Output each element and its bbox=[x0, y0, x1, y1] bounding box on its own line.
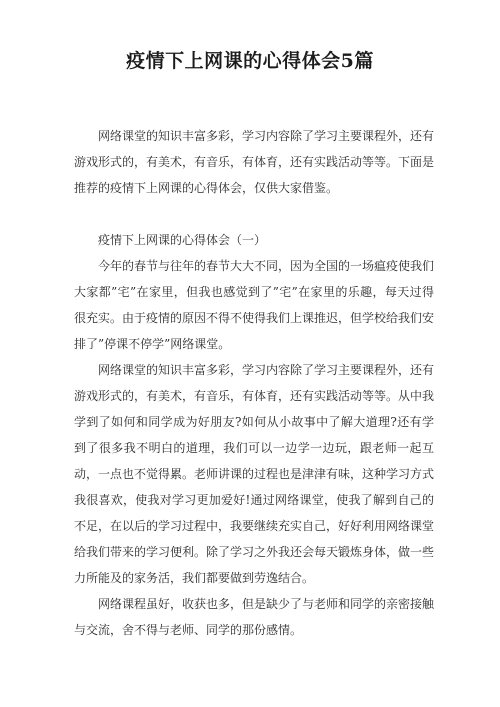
section-heading: 疫情下上网课的心得体会（一） bbox=[98, 233, 267, 247]
closing-line: 与交流，舍不得与老师、同学的那份感情。 bbox=[74, 623, 303, 637]
body-paragraph: 网络课程虽好，收获也多，但是缺少了与老师和同学的亲密接触 bbox=[98, 597, 435, 611]
paragraph-spacer bbox=[74, 201, 434, 227]
intro-paragraph: 网络课堂的知识丰富多彩，学习内容除了学习主要课程外，还有游戏形式的，有美术，有音乐，有体育，还有实践活动等等。下面是推荐的疫情下上网课的心得体会，仅供大家借鉴。 bbox=[74, 129, 435, 195]
body-paragraph: 今年的春节与往年的春节大大不同，因为全国的一场瘟疫使我们大家都”宅”在家里，但我也感觉到了”宅”在家里的乐趣，每天过得很充实。由于疫情的原因不得不使得我们上课推迟，但学校给我们安排了”停课不停学”网络课堂。 bbox=[74, 259, 435, 351]
document-title: 疫情下上网课的心得体会5篇 bbox=[126, 50, 374, 72]
document-body bbox=[74, 123, 434, 643]
body-paragraph: 网络课堂的知识丰富多彩，学习内容除了学习主要课程外，还有游戏形式的，有美术，有音乐，有体育，还有实践活动等等。从中我学到了如何和同学成为好朋友?如何从小故事中了解大道理?还有学到了很多我不明白的道理，我们可以一边学一边玩，跟老师一起互动，一点也不觉得累。老师讲课的过程也是津津有味，这种学习方式我很喜欢，使我对学习更加爱好!通过网络课堂，使我了解到自己的不足，在以后的学习过程中，我要继续充实自己，好好利用网络课堂给我们带来的学习便利。除了学习之外我还会每天锻炼身体，做一些力所能及的家务活，我们都要做到劳逸结合。 bbox=[74, 363, 435, 585]
